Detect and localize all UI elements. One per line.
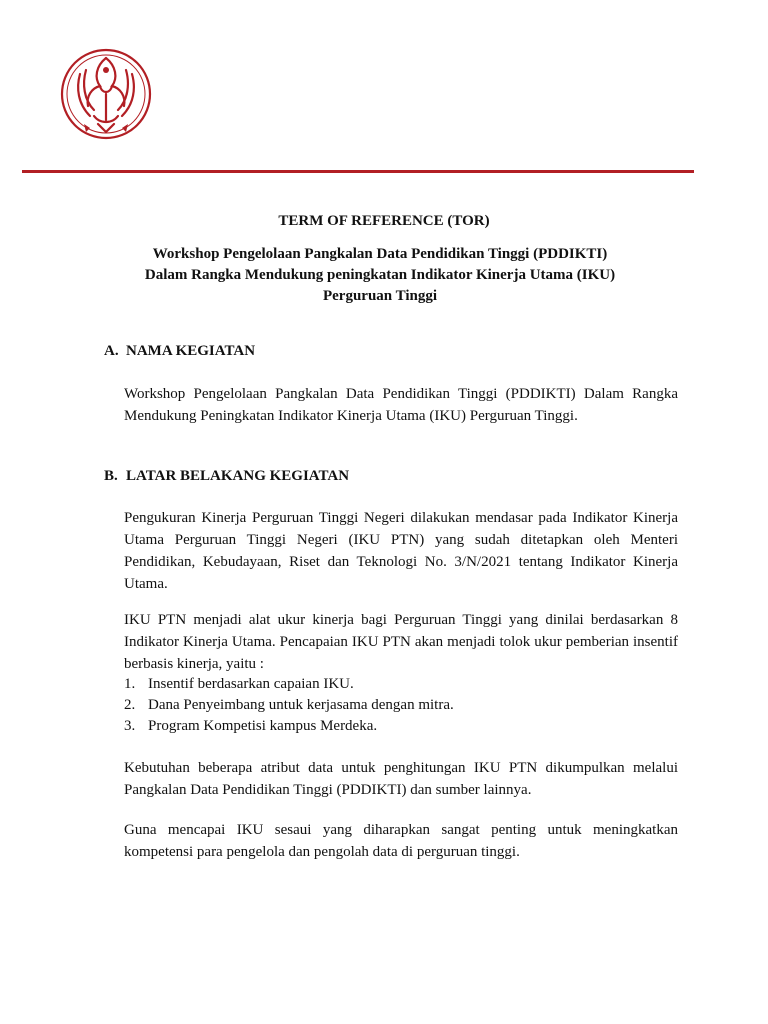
incentive-list [124, 674, 678, 737]
garuda-emblem-icon [56, 44, 156, 144]
subtitle-line: Dalam Rangka Mendukung peningkatan Indikator Kinerja Utama (IKU) [144, 267, 616, 283]
section-b-heading [104, 468, 349, 485]
document-title: TERM OF REFERENCE (TOR) [278, 213, 490, 229]
list-item [124, 695, 678, 716]
list-text: Program Kompetisi kampus Merdeka. [148, 718, 378, 734]
section-a-text: Workshop Pengelolaan Pangkalan Data Pendidikan Tinggi (PDDIKTI) Dalam Rangka Mendukung Peningkatan Indikator Kinerja Utama (IKU) Perguruan Tinggi. [124, 386, 678, 424]
section-b-paragraph-2: IKU PTN menjadi alat ukur kinerja bagi Perguruan Tinggi yang dinilai berdasarkan 8 Indikator Kinerja Utama. Pencapaian IKU PTN akan menjadi tolok ukur pemberian insentif berbasis kinerja, yaitu : [124, 612, 678, 672]
list-number: 1. [124, 676, 136, 692]
section-letter: B. [104, 468, 118, 484]
section-b-paragraph-4: Guna mencapai IKU sesaui yang diharapkan sangat penting untuk meningkatkan kompetensi para pengelola dan pengolah data di perguruan tinggi. [124, 822, 678, 860]
header-divider [22, 170, 694, 173]
list-item [124, 716, 678, 737]
list-number: 3. [124, 718, 136, 734]
section-letter: A. [104, 343, 119, 359]
section-title: NAMA KEGIATAN [126, 343, 256, 359]
subtitle-line: Workshop Pengelolaan Pangkalan Data Pendidikan Tinggi (PDDIKTI) [152, 246, 608, 262]
document-subtitle [60, 244, 700, 307]
section-title: LATAR BELAKANG KEGIATAN [126, 468, 350, 484]
section-a-heading [104, 343, 255, 360]
section-b-paragraph-1: Pengukuran Kinerja Perguruan Tinggi Negeri dilakukan mendasar pada Indikator Kinerja Utama Perguruan Tinggi Negeri (IKU PTN) yang sudah ditetapkan oleh Menteri Pendidikan, Kebudayaan, Riset dan Teknologi No. 3/N/2021 tentang Indikator Kinerja Utama. [124, 510, 678, 592]
list-text: Dana Penyeimbang untuk kerjasama dengan mitra. [148, 697, 454, 713]
list-number: 2. [124, 697, 136, 713]
subtitle-line: Perguruan Tinggi [322, 288, 438, 304]
list-item [124, 674, 678, 695]
list-text: Insentif berdasarkan capaian IKU. [148, 676, 354, 692]
section-b-paragraph-3: Kebutuhan beberapa atribut data untuk penghitungan IKU PTN dikumpulkan melalui Pangkalan Data Pendidikan Tinggi (PDDIKTI) dan sumber lainnya. [124, 760, 678, 798]
